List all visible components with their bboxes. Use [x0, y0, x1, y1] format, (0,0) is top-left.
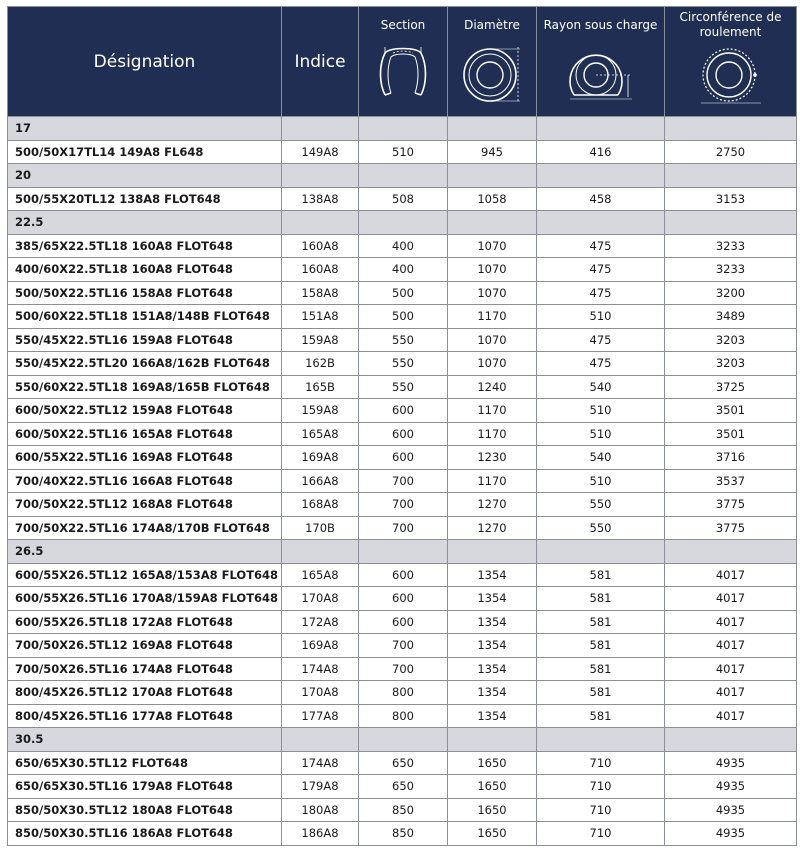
rayon-cell: 581: [537, 587, 665, 611]
tire-spec-table: [7, 6, 797, 846]
rayon-cell: 458: [537, 187, 665, 211]
section-cell: 508: [359, 187, 448, 211]
rayon-cell: 416: [537, 140, 665, 164]
section-cell: 550: [359, 328, 448, 352]
section-cell: 500: [359, 305, 448, 329]
group-empty-cell: [665, 728, 797, 752]
group-empty-cell: [665, 164, 797, 188]
group-label: 20: [8, 164, 282, 188]
table-row: [8, 493, 797, 517]
rayon-cell: 475: [537, 234, 665, 258]
table-row: [8, 422, 797, 446]
table-row: [8, 775, 797, 799]
section-cell: 550: [359, 352, 448, 376]
table-row: [8, 446, 797, 470]
section-cell: 700: [359, 493, 448, 517]
group-empty-cell: [665, 540, 797, 564]
diametre-cell: 1354: [448, 587, 537, 611]
table-header-row: [8, 7, 797, 117]
indice-cell: 169A8: [282, 634, 359, 658]
designation-cell: 500/50X17TL14 149A8 FL648: [8, 140, 282, 164]
circonference-cell: 3725: [665, 375, 797, 399]
diametre-cell: 1170: [448, 305, 537, 329]
designation-cell: 650/65X30.5TL16 179A8 FLOT648: [8, 775, 282, 799]
circonference-cell: 3775: [665, 516, 797, 540]
table-row: [8, 140, 797, 164]
tire-section-icon: [375, 43, 431, 105]
indice-cell: 160A8: [282, 234, 359, 258]
circonference-cell: 3775: [665, 493, 797, 517]
indice-cell: 159A8: [282, 328, 359, 352]
diametre-cell: 1270: [448, 493, 537, 517]
header-rayon: [537, 7, 665, 117]
header-designation: Désignation: [8, 7, 282, 117]
diametre-cell: 1650: [448, 751, 537, 775]
indice-cell: 174A8: [282, 751, 359, 775]
designation-cell: 850/50X30.5TL12 180A8 FLOT648: [8, 798, 282, 822]
table-row: [8, 375, 797, 399]
group-empty-cell: [359, 211, 448, 235]
designation-cell: 600/55X26.5TL12 165A8/153A8 FLOT648: [8, 563, 282, 587]
section-cell: 550: [359, 375, 448, 399]
tire-diameter-icon: [460, 43, 524, 107]
rayon-cell: 510: [537, 399, 665, 423]
rayon-cell: 540: [537, 446, 665, 470]
rayon-cell: 510: [537, 305, 665, 329]
group-empty-cell: [537, 540, 665, 564]
rayon-cell: 510: [537, 422, 665, 446]
group-empty-cell: [537, 211, 665, 235]
rayon-cell: 550: [537, 516, 665, 540]
group-empty-cell: [359, 540, 448, 564]
section-cell: 700: [359, 516, 448, 540]
section-cell: 510: [359, 140, 448, 164]
rayon-cell: 475: [537, 352, 665, 376]
table-row: [8, 563, 797, 587]
section-cell: 500: [359, 281, 448, 305]
section-cell: 700: [359, 634, 448, 658]
rayon-cell: 581: [537, 634, 665, 658]
designation-cell: 600/55X26.5TL16 170A8/159A8 FLOT648: [8, 587, 282, 611]
diametre-cell: 1170: [448, 422, 537, 446]
group-empty-cell: [282, 117, 359, 141]
group-empty-cell: [665, 211, 797, 235]
indice-cell: 162B: [282, 352, 359, 376]
designation-cell: 385/65X22.5TL18 160A8 FLOT648: [8, 234, 282, 258]
indice-cell: 179A8: [282, 775, 359, 799]
circonference-cell: 4017: [665, 634, 797, 658]
diametre-cell: 1230: [448, 446, 537, 470]
diametre-cell: 1354: [448, 657, 537, 681]
group-empty-cell: [537, 117, 665, 141]
header-section: [359, 7, 448, 117]
table-row: [8, 187, 797, 211]
group-empty-cell: [282, 728, 359, 752]
group-empty-cell: [282, 164, 359, 188]
header-section-label: Section: [380, 17, 426, 32]
circonference-cell: 4935: [665, 775, 797, 799]
designation-cell: 700/50X26.5TL12 169A8 FLOT648: [8, 634, 282, 658]
designation-cell: 600/55X22.5TL16 169A8 FLOT648: [8, 446, 282, 470]
table-row: [8, 399, 797, 423]
section-cell: 650: [359, 751, 448, 775]
rayon-cell: 710: [537, 798, 665, 822]
indice-cell: 170A8: [282, 587, 359, 611]
rayon-cell: 581: [537, 563, 665, 587]
rayon-cell: 581: [537, 681, 665, 705]
diametre-cell: 1058: [448, 187, 537, 211]
indice-cell: 159A8: [282, 399, 359, 423]
circonference-cell: 4017: [665, 704, 797, 728]
rayon-cell: 510: [537, 469, 665, 493]
section-cell: 600: [359, 563, 448, 587]
designation-cell: 700/50X26.5TL16 174A8 FLOT648: [8, 657, 282, 681]
circonference-cell: 3537: [665, 469, 797, 493]
rayon-cell: 710: [537, 822, 665, 846]
section-cell: 600: [359, 587, 448, 611]
circonference-cell: 4017: [665, 563, 797, 587]
table-row: [8, 258, 797, 282]
table-row: [8, 751, 797, 775]
group-row: [8, 117, 797, 141]
circonference-cell: 4017: [665, 587, 797, 611]
designation-cell: 600/50X22.5TL16 165A8 FLOT648: [8, 422, 282, 446]
rayon-cell: 581: [537, 657, 665, 681]
group-label: 17: [8, 117, 282, 141]
designation-cell: 500/50X22.5TL16 158A8 FLOT648: [8, 281, 282, 305]
diametre-cell: 1070: [448, 328, 537, 352]
group-empty-cell: [448, 728, 537, 752]
header-circonference: [665, 7, 797, 117]
indice-cell: 172A8: [282, 610, 359, 634]
table-row: [8, 657, 797, 681]
indice-cell: 151A8: [282, 305, 359, 329]
table-row: [8, 469, 797, 493]
section-cell: 850: [359, 822, 448, 846]
section-cell: 700: [359, 469, 448, 493]
group-empty-cell: [448, 211, 537, 235]
table-row: [8, 281, 797, 305]
group-empty-cell: [537, 728, 665, 752]
circonference-cell: 3489: [665, 305, 797, 329]
table-row: [8, 305, 797, 329]
group-label: 22.5: [8, 211, 282, 235]
table-row: [8, 516, 797, 540]
group-empty-cell: [359, 728, 448, 752]
header-circonference-label: Circonférence de roulement: [679, 10, 782, 39]
circonference-cell: 3203: [665, 328, 797, 352]
indice-cell: 149A8: [282, 140, 359, 164]
header-diametre-label: Diamètre: [464, 17, 520, 32]
table-row: [8, 234, 797, 258]
designation-cell: 650/65X30.5TL12 FLOT648: [8, 751, 282, 775]
table-row: [8, 634, 797, 658]
header-diametre: [448, 7, 537, 117]
group-label: 30.5: [8, 728, 282, 752]
indice-cell: 166A8: [282, 469, 359, 493]
circonference-cell: 4017: [665, 657, 797, 681]
indice-cell: 168A8: [282, 493, 359, 517]
section-cell: 400: [359, 234, 448, 258]
rayon-cell: 710: [537, 775, 665, 799]
rayon-cell: 475: [537, 258, 665, 282]
circonference-cell: 2750: [665, 140, 797, 164]
header-indice: Indice: [282, 7, 359, 117]
indice-cell: 169A8: [282, 446, 359, 470]
section-cell: 600: [359, 399, 448, 423]
table-row: [8, 328, 797, 352]
diametre-cell: 1354: [448, 610, 537, 634]
section-cell: 600: [359, 446, 448, 470]
table-row: [8, 798, 797, 822]
rayon-cell: 581: [537, 610, 665, 634]
designation-cell: 550/45X22.5TL16 159A8 FLOT648: [8, 328, 282, 352]
designation-cell: 600/55X26.5TL18 172A8 FLOT648: [8, 610, 282, 634]
indice-cell: 174A8: [282, 657, 359, 681]
circonference-cell: 3153: [665, 187, 797, 211]
designation-cell: 700/50X22.5TL16 174A8/170B FLOT648: [8, 516, 282, 540]
group-empty-cell: [448, 117, 537, 141]
table-row: [8, 610, 797, 634]
group-empty-cell: [448, 164, 537, 188]
group-empty-cell: [282, 211, 359, 235]
diametre-cell: 1070: [448, 281, 537, 305]
diametre-cell: 1170: [448, 469, 537, 493]
group-empty-cell: [359, 117, 448, 141]
group-empty-cell: [282, 540, 359, 564]
section-cell: 600: [359, 422, 448, 446]
circonference-cell: 4935: [665, 798, 797, 822]
rayon-cell: 550: [537, 493, 665, 517]
circonference-cell: 3200: [665, 281, 797, 305]
group-row: [8, 164, 797, 188]
section-cell: 650: [359, 775, 448, 799]
tire-spec-table-container: [7, 6, 796, 846]
table-row: [8, 587, 797, 611]
indice-cell: 165A8: [282, 422, 359, 446]
group-row: [8, 211, 797, 235]
tire-circumference-icon: [699, 43, 763, 107]
section-cell: 850: [359, 798, 448, 822]
diametre-cell: 1354: [448, 704, 537, 728]
table-body: [8, 117, 797, 846]
diametre-cell: 1070: [448, 234, 537, 258]
circonference-cell: 3233: [665, 234, 797, 258]
diametre-cell: 1070: [448, 352, 537, 376]
rayon-cell: 540: [537, 375, 665, 399]
rayon-cell: 475: [537, 328, 665, 352]
diametre-cell: 1354: [448, 681, 537, 705]
section-cell: 700: [359, 657, 448, 681]
group-empty-cell: [537, 164, 665, 188]
diametre-cell: 1650: [448, 798, 537, 822]
section-cell: 800: [359, 704, 448, 728]
indice-cell: 170A8: [282, 681, 359, 705]
table-row: [8, 681, 797, 705]
tire-loaded-radius-icon: [566, 43, 636, 107]
section-cell: 800: [359, 681, 448, 705]
designation-cell: 600/50X22.5TL12 159A8 FLOT648: [8, 399, 282, 423]
diametre-cell: 1240: [448, 375, 537, 399]
group-empty-cell: [448, 540, 537, 564]
designation-cell: 500/55X20TL12 138A8 FLOT648: [8, 187, 282, 211]
group-label: 26.5: [8, 540, 282, 564]
circonference-cell: 3203: [665, 352, 797, 376]
rayon-cell: 475: [537, 281, 665, 305]
indice-cell: 177A8: [282, 704, 359, 728]
table-row: [8, 352, 797, 376]
designation-cell: 500/60X22.5TL18 151A8/148B FLOT648: [8, 305, 282, 329]
diametre-cell: 1650: [448, 775, 537, 799]
indice-cell: 165B: [282, 375, 359, 399]
circonference-cell: 4935: [665, 751, 797, 775]
designation-cell: 700/40X22.5TL16 166A8 FLOT648: [8, 469, 282, 493]
rayon-cell: 710: [537, 751, 665, 775]
diametre-cell: 1070: [448, 258, 537, 282]
designation-cell: 400/60X22.5TL18 160A8 FLOT648: [8, 258, 282, 282]
designation-cell: 550/60X22.5TL18 169A8/165B FLOT648: [8, 375, 282, 399]
group-row: [8, 540, 797, 564]
diametre-cell: 1170: [448, 399, 537, 423]
indice-cell: 158A8: [282, 281, 359, 305]
diametre-cell: 945: [448, 140, 537, 164]
group-row: [8, 728, 797, 752]
indice-cell: 138A8: [282, 187, 359, 211]
indice-cell: 170B: [282, 516, 359, 540]
designation-cell: 800/45X26.5TL16 177A8 FLOT648: [8, 704, 282, 728]
circonference-cell: 3716: [665, 446, 797, 470]
rayon-cell: 581: [537, 704, 665, 728]
designation-cell: 850/50X30.5TL16 186A8 FLOT648: [8, 822, 282, 846]
table-row: [8, 822, 797, 846]
diametre-cell: 1354: [448, 634, 537, 658]
indice-cell: 186A8: [282, 822, 359, 846]
designation-cell: 550/45X22.5TL20 166A8/162B FLOT648: [8, 352, 282, 376]
circonference-cell: 3233: [665, 258, 797, 282]
indice-cell: 165A8: [282, 563, 359, 587]
header-rayon-label: Rayon sous charge: [543, 17, 658, 32]
circonference-cell: 3501: [665, 422, 797, 446]
designation-cell: 700/50X22.5TL12 168A8 FLOT648: [8, 493, 282, 517]
section-cell: 400: [359, 258, 448, 282]
group-empty-cell: [359, 164, 448, 188]
indice-cell: 180A8: [282, 798, 359, 822]
table-row: [8, 704, 797, 728]
indice-cell: 160A8: [282, 258, 359, 282]
group-empty-cell: [665, 117, 797, 141]
designation-cell: 800/45X26.5TL12 170A8 FLOT648: [8, 681, 282, 705]
diametre-cell: 1270: [448, 516, 537, 540]
section-cell: 600: [359, 610, 448, 634]
circonference-cell: 4017: [665, 681, 797, 705]
diametre-cell: 1650: [448, 822, 537, 846]
circonference-cell: 4935: [665, 822, 797, 846]
circonference-cell: 4017: [665, 610, 797, 634]
circonference-cell: 3501: [665, 399, 797, 423]
diametre-cell: 1354: [448, 563, 537, 587]
